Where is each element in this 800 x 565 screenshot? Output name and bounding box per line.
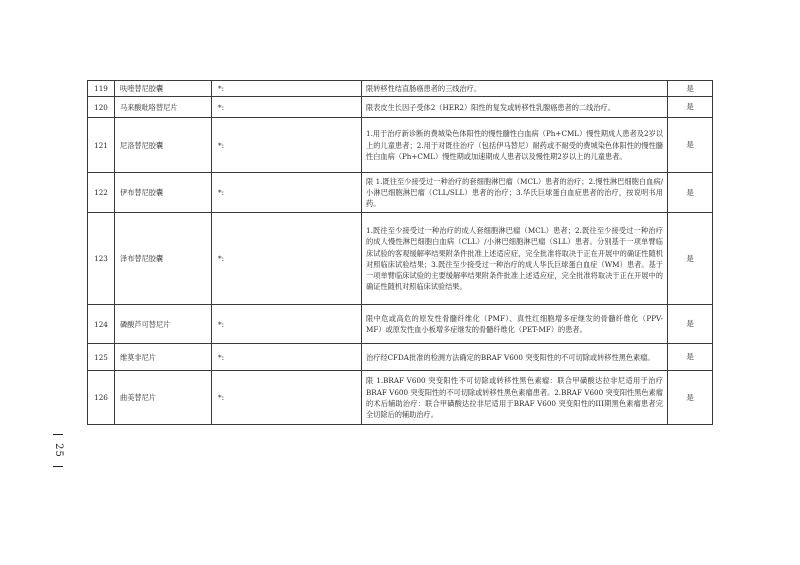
- indication-text: 限表皮生长因子受体2（HER2）阳性的复发或转移性乳腺癌患者的二线治疗。: [362, 97, 668, 118]
- flag-cell: 是: [668, 371, 713, 425]
- table-row: [88, 371, 713, 425]
- footer-dash-top: [53, 434, 63, 435]
- indication-text: 限 1.BRAF V600 突变阳性不可切除或转移性黑色素瘤：联合甲磺酸达拉非尼适用于治疗BRAF V600 突变阳性的不可切除或转移性黑色素瘤患者。2.BRAF V600 突变阳性黑色素瘤的术后辅助治疗：联合甲磺酸达拉非尼适用于BRAF V600 突变阳性的III期黑色素瘤患者完全切除后的辅助治疗。: [362, 371, 668, 425]
- table-row: [88, 97, 713, 118]
- table-row: [88, 118, 713, 173]
- row-number: 126: [88, 371, 115, 425]
- drug-name: 泽布替尼胶囊: [115, 213, 212, 305]
- page-number: 25: [52, 443, 64, 458]
- dosage-cell: *:: [212, 81, 362, 97]
- dosage-cell: *:: [212, 118, 362, 173]
- drug-name: 维莫非尼片: [115, 344, 212, 371]
- flag-cell: 是: [668, 173, 713, 213]
- flag-cell: 是: [668, 344, 713, 371]
- table-row: [88, 81, 713, 97]
- row-number: 123: [88, 213, 115, 305]
- row-number: 119: [88, 81, 115, 97]
- table-row: [88, 305, 713, 344]
- indication-text: 1.用于治疗新诊断的费城染色体阳性的慢性髓性白血病（Ph+CML）慢性期成人患者及2岁以上的儿童患者；2.用于对既往治疗（包括伊马替尼）耐药或不耐受的费城染色体阳性的慢性髓性白血病（Ph+CML）慢性期或加速期成人患者以及慢性期2岁以上的儿童患者。: [362, 118, 668, 173]
- flag-cell: 是: [668, 305, 713, 344]
- drug-table: [87, 80, 713, 425]
- drug-name: 呋喹替尼胶囊: [115, 81, 212, 97]
- flag-cell: 是: [668, 118, 713, 173]
- row-number: 125: [88, 344, 115, 371]
- dosage-cell: *:: [212, 97, 362, 118]
- drug-name: 尼洛替尼胶囊: [115, 118, 212, 173]
- indication-text: 限中危或高危的原发性骨髓纤维化（PMF）、真性红细胞增多症继发的骨髓纤维化（PPV-MF）或原发性血小板增多症继发的骨髓纤维化（PET-MF）的患者。: [362, 305, 668, 344]
- dosage-cell: *:: [212, 213, 362, 305]
- page-footer: [48, 430, 68, 471]
- footer-dash-bottom: [53, 466, 63, 467]
- drug-name: 伊布替尼胶囊: [115, 173, 212, 213]
- indication-text: 限转移性结直肠癌患者的三线治疗。: [362, 81, 668, 97]
- flag-cell: 是: [668, 213, 713, 305]
- row-number: 120: [88, 97, 115, 118]
- table-row: [88, 173, 713, 213]
- indication-text: 1.既往至少接受过一种治疗的成人套细胞淋巴瘤（MCL）患者；2.既往至少接受过一种治疗的成人慢性淋巴细胞白血病（CLL）/小淋巴细胞淋巴瘤（SLL）患者。分别基于一项单臂临床试验的客观缓解率结果附条件批准上述适应症，完全批准将取决于正在开展中的确证性随机对照临床试验结果；3.既往至少接受过一种治疗的成人华氏巨球蛋白血症（WM）患者。基于一项单臂临床试验的主要缓解率结果附条件批准上述适应症，完全批准将取决于正在开展中的确证性随机对照临床试验结果。: [362, 213, 668, 305]
- table-row: [88, 213, 713, 305]
- drug-name: 马来酸吡咯替尼片: [115, 97, 212, 118]
- dosage-cell: *:: [212, 305, 362, 344]
- dosage-cell: *:: [212, 344, 362, 371]
- indication-text: 限 1.既往至少接受过一种治疗的套细胞淋巴瘤（MCL）患者的治疗；2.慢性淋巴细胞白血病/小淋巴细胞淋巴瘤（CLL/SLL）患者的治疗；3.华氏巨球蛋白血症患者的治疗，按说明书用药。: [362, 173, 668, 213]
- dosage-cell: *:: [212, 371, 362, 425]
- drug-name: 磷酸芦可替尼片: [115, 305, 212, 344]
- dosage-cell: *:: [212, 173, 362, 213]
- flag-cell: 是: [668, 97, 713, 118]
- row-number: 124: [88, 305, 115, 344]
- drug-name: 曲美替尼片: [115, 371, 212, 425]
- row-number: 121: [88, 118, 115, 173]
- indication-text: 治疗经CFDA批准的检测方法确定的BRAF V600 突变阳性的不可切除或转移性黑色素瘤。: [362, 344, 668, 371]
- flag-cell: 是: [668, 81, 713, 97]
- row-number: 122: [88, 173, 115, 213]
- table-row: [88, 344, 713, 371]
